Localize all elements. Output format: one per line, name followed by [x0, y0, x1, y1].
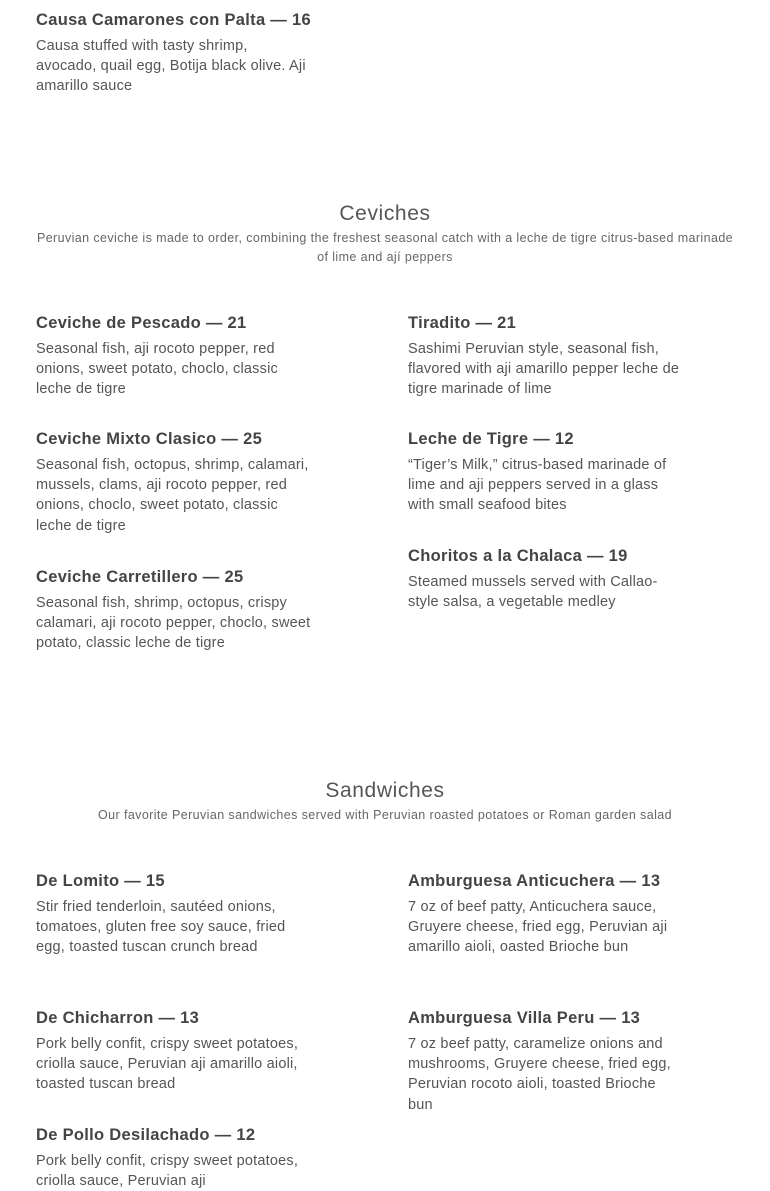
menu-item-ceviche-mixto-clasico — [36, 429, 312, 536]
menu-item-choritos-a-la-chalaca — [408, 546, 684, 612]
menu-item-leche-de-tigre — [408, 429, 684, 516]
menu-item-description: Pork belly confit, crispy sweet potatoes, criolla sauce, Peruvian aji — [36, 1153, 299, 1190]
menu-item-tiradito — [408, 313, 684, 400]
menu-item-de-chicharron — [36, 1008, 312, 1095]
menu-item-title: Choritos a la Chalaca — 19 — [408, 547, 628, 565]
menu-item-title: De Pollo Desilachado — 12 — [36, 1126, 256, 1144]
section-title-sandwiches: Sandwiches — [325, 779, 445, 802]
menu-item-title: Amburguesa Villa Peru — 13 — [408, 1009, 641, 1027]
menu-item-description: Sashimi Peruvian style, seasonal fish, flavored with aji amarillo pepper leche de tigre marinade of lime — [408, 341, 680, 398]
menu-item-de-pollo-desilachado — [36, 1125, 312, 1191]
menu-item-title: Ceviche Mixto Clasico — 25 — [36, 430, 263, 448]
menu-item-description: Pork belly confit, crispy sweet potatoes, criolla sauce, Peruvian aji amarillo aioli, toasted tuscan bread — [36, 1036, 299, 1093]
menu-item-description: Seasonal fish, aji rocoto pepper, red onions, sweet potato, choclo, classic leche de tigre — [36, 341, 278, 398]
menu-item-description: “Tiger’s Milk,” citrus-based marinade of lime and aji peppers served in a glass with small seafood bites — [408, 457, 667, 514]
menu-item-description: Stir fried tenderloin, sautéed onions, tomatoes, gluten free soy sauce, fried egg, toasted tuscan crunch bread — [36, 899, 286, 956]
menu-item-description: Steamed mussels served with Callao-style salsa, a vegetable medley — [408, 574, 658, 611]
menu-item-amburguesa-anticuchera — [408, 871, 684, 958]
menu-item-title: De Chicharron — 13 — [36, 1009, 200, 1027]
menu-item-ceviche-de-pescado — [36, 313, 312, 400]
section-subtitle-sandwiches: Our favorite Peruvian sandwiches served with Peruvian roasted potatoes or Roman garden salad — [98, 808, 672, 822]
menu-item-title: Leche de Tigre — 12 — [408, 430, 574, 448]
menu-item-description: Seasonal fish, shrimp, octopus, crispy calamari, aji rocoto pepper, choclo, sweet potato, classic leche de tigre — [36, 595, 311, 652]
menu-item-ceviche-carretillero — [36, 567, 312, 654]
menu-item-description: 7 oz of beef patty, Anticuchera sauce, Gruyere cheese, fried egg, Peruvian aji amarillo aioli, oasted Brioche bun — [408, 899, 668, 956]
section-subtitle-ceviches: Peruvian ceviche is made to order, combining the freshest seasonal catch with a leche de tigre citrus-based marinade of lime and ají peppers — [36, 231, 734, 264]
menu-item-description: Causa stuffed with tasty shrimp, avocado, quail egg, Botija black olive. Aji amarillo sauce — [36, 38, 306, 95]
menu-item-title: Tiradito — 21 — [408, 314, 517, 332]
menu-item-amburguesa-villa-peru — [408, 1008, 684, 1115]
menu-item-title: Ceviche de Pescado — 21 — [36, 314, 247, 332]
menu-item-causa-camarones — [36, 10, 312, 97]
menu-item-description: 7 oz beef patty, caramelize onions and mushrooms, Gruyere cheese, fried egg, Peruvian rocoto aioli, toasted Brioche bun — [408, 1036, 671, 1113]
menu-item-de-lomito — [36, 871, 312, 958]
menu-item-title: Ceviche Carretillero — 25 — [36, 568, 244, 586]
section-title-ceviches: Ceviches — [339, 202, 431, 225]
menu-item-description: Seasonal fish, octopus, shrimp, calamari, mussels, clams, aji rocoto pepper, red onions, choclo, sweet potato, classic leche de tigre — [36, 457, 309, 534]
menu-item-title: Amburguesa Anticuchera — 13 — [408, 872, 661, 890]
menu-item-title: Causa Camarones con Palta — 16 — [36, 11, 311, 29]
menu-item-title: De Lomito — 15 — [36, 872, 165, 890]
